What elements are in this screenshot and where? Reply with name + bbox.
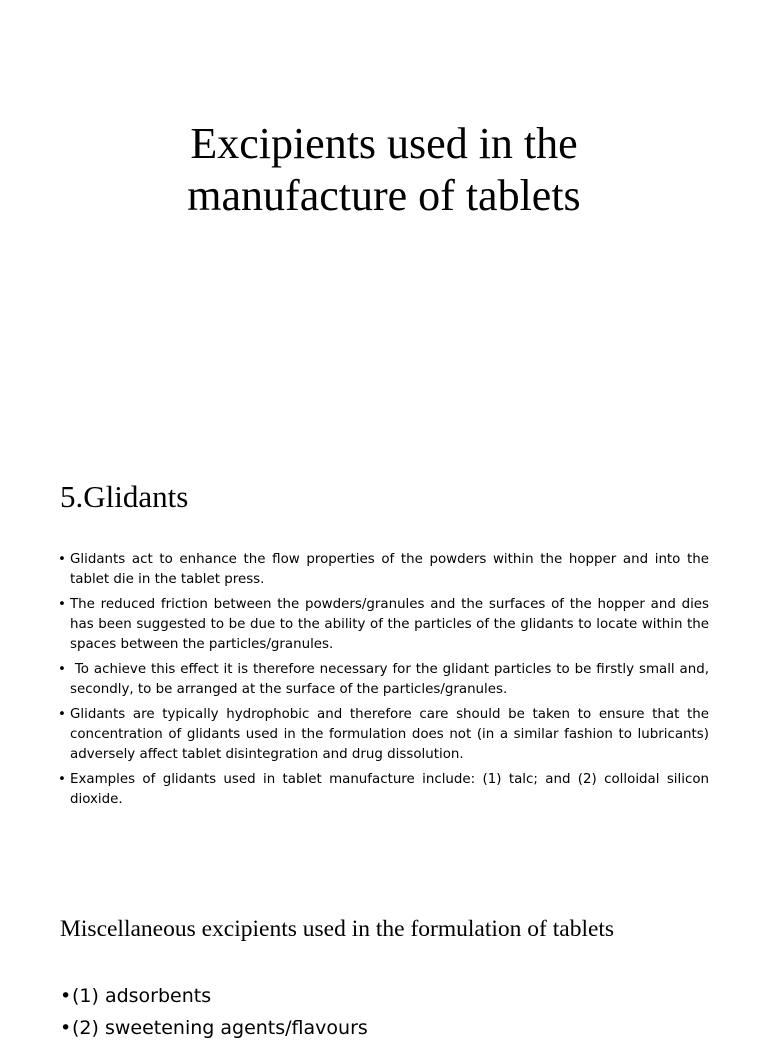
- slide-title-line-1: Excipients used in the: [190, 119, 578, 168]
- bullet-icon: •: [58, 552, 66, 567]
- bullet-icon: •: [60, 1017, 72, 1039]
- section-heading-miscellaneous: Miscellaneous excipients used in the formulation of tablets: [60, 916, 615, 942]
- list-item-text: (1) adsorbents: [72, 985, 212, 1007]
- list-item-text: Examples of glidants used in tablet manufacture include: (1) talc; and (2) colloidal silicon dioxide.: [70, 772, 709, 807]
- bullet-icon: •: [58, 597, 66, 612]
- list-item: [60, 980, 368, 1012]
- list-item: [56, 550, 709, 590]
- bullet-icon: •: [58, 707, 66, 722]
- slide-title: [0, 118, 768, 222]
- miscellaneous-bullet-list: [60, 980, 368, 1044]
- slide-title-line-2: manufacture of tablets: [187, 171, 581, 220]
- list-item: [60, 1012, 368, 1044]
- list-item-text: The reduced friction between the powders/granules and the surfaces of the hopper and dies has been suggested to be due to the ability of the particles of the glidants to locate within the spaces between the particles/granules.: [70, 597, 709, 652]
- list-item-text: To achieve this effect it is therefore necessary for the glidant particles to be firstly small and, secondly, to be arranged at the surface of the particles/granules.: [70, 662, 714, 697]
- list-item: [56, 770, 709, 810]
- list-item: [56, 705, 709, 765]
- list-item-text: (2) sweetening agents/flavours: [72, 1017, 368, 1039]
- list-item: [56, 595, 709, 655]
- list-item-text: Glidants act to enhance the flow properties of the powders within the hopper and into the tablet die in the tablet press.: [70, 552, 709, 587]
- bullet-icon: •: [58, 662, 66, 677]
- list-item: [56, 660, 714, 700]
- section-heading-glidants: 5.Glidants: [60, 479, 189, 514]
- list-item-text: Glidants are typically hydrophobic and therefore care should be taken to ensure that the concentration of glidants used in the formulation does not (in a similar fashion to lubricants) adversely affect tablet disintegration and drug dissolution.: [70, 707, 709, 762]
- glidants-bullet-list: [56, 550, 714, 815]
- bullet-icon: •: [58, 772, 66, 787]
- bullet-icon: •: [60, 985, 72, 1007]
